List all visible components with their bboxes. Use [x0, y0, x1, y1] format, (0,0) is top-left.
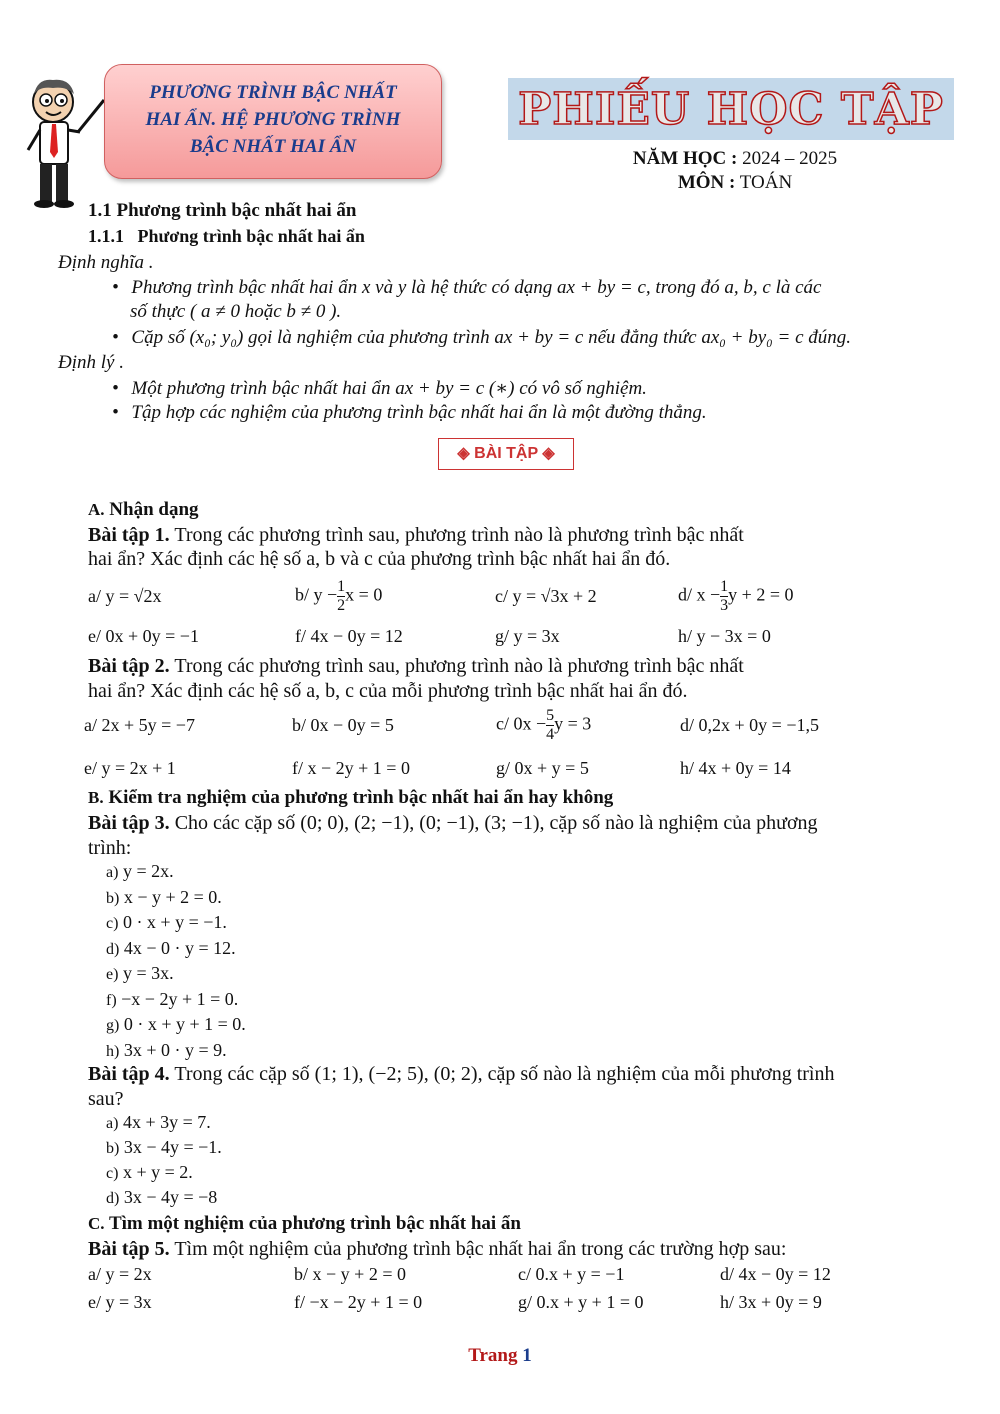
item-label: f/	[292, 758, 303, 778]
theorem-label: Định lý .	[58, 352, 124, 373]
expression: x − y + 2 = 0.	[123, 886, 222, 907]
expression: x − 2y + 1 = 0	[307, 758, 410, 778]
expression: 0,2x + 0y = −1,5	[698, 715, 819, 735]
expression: y − 3x = 0	[696, 626, 771, 646]
exercise-1: Bài tập 1. Trong các phương trình sau, phương trình nào là phương trình bậc nhất	[88, 524, 744, 546]
topic-line: BẬC NHẤT HAI ẨN	[189, 136, 357, 157]
subject: MÔN : TOÁN	[677, 172, 793, 193]
item-label: f/	[294, 1292, 305, 1312]
expression: 4x + 0y = 14	[698, 758, 791, 778]
theorem-bullet: • Tập hợp các nghiệm của phương trình bậc nhất hai ẩn là một đường thẳng.	[112, 402, 707, 423]
item-label: c)	[106, 915, 119, 932]
expression: 3x + 0 · y = 9.	[123, 1039, 227, 1060]
list-item	[106, 963, 174, 984]
item-label: g/	[495, 626, 510, 646]
fraction	[720, 578, 728, 615]
list-item	[106, 938, 236, 959]
equation-item	[84, 758, 176, 779]
topic-line: PHƯƠNG TRÌNH BẬC NHẤT	[149, 82, 397, 103]
equation-item	[495, 586, 597, 607]
item-label: g/	[496, 758, 511, 778]
list-item	[106, 1137, 222, 1158]
fraction	[337, 578, 345, 615]
part-a-title: A. Nhận dạng	[88, 499, 199, 520]
equation-item	[678, 626, 771, 647]
fraction-denominator: 3	[720, 597, 729, 614]
exercise-4-cont: sau?	[88, 1088, 124, 1110]
expression: y = 3x	[105, 1292, 152, 1312]
item-label: g)	[106, 1017, 120, 1034]
item-label: d)	[106, 940, 120, 958]
item-label: c/	[496, 713, 509, 734]
equation-item	[680, 715, 819, 736]
item-label: d/	[680, 715, 695, 735]
equation-item	[88, 626, 199, 647]
equation-item	[88, 1292, 152, 1313]
expression: 4x + 3y = 7.	[122, 1112, 211, 1132]
item-label: h/	[680, 758, 695, 778]
section-title: 1.1 Phương trình bậc nhất hai ẩn	[88, 200, 357, 221]
expression: y = 2x	[105, 1264, 152, 1284]
list-item	[106, 1187, 217, 1208]
topic-line: HAI ẨN. HỆ PHƯƠNG TRÌNH	[145, 109, 401, 130]
equation-item	[496, 707, 591, 744]
worksheet-banner: PHIẾU HỌC TẬP	[508, 78, 954, 140]
equation-item	[518, 1264, 624, 1285]
expr-part: y = 3	[554, 713, 592, 734]
expression: y = 2x.	[122, 861, 174, 881]
item-label: c/	[518, 1264, 531, 1284]
expression: y = 3x	[513, 626, 560, 646]
item-label: b/	[295, 584, 310, 605]
equation-item	[295, 626, 403, 647]
exercise-2: Bài tập 2. Trong các phương trình sau, phương trình nào là phương trình bậc nhất	[88, 655, 744, 677]
equation-item	[292, 758, 410, 779]
item-label: e/	[84, 758, 97, 778]
item-label: h)	[106, 1042, 120, 1060]
equation-item	[295, 578, 382, 615]
fraction-numerator: 1	[337, 578, 346, 595]
item-label: c/	[495, 586, 508, 606]
item-label: d/	[678, 584, 693, 605]
item-label: a)	[106, 864, 119, 881]
expression: 4x − 0 · y = 12.	[123, 937, 236, 958]
expression: −x − 2y + 1 = 0.	[121, 988, 239, 1009]
equation-item	[88, 586, 162, 607]
page-number: Trang 1	[468, 1345, 532, 1366]
list-item	[106, 912, 227, 933]
equation-item	[720, 1264, 831, 1285]
definition-bullet-cont: số thực ( a ≠ 0 hoặc b ≠ 0 ).	[130, 301, 342, 322]
item-label: b)	[106, 1140, 120, 1157]
equation-item	[680, 758, 791, 779]
item-label: d/	[720, 1264, 735, 1284]
equation-item	[88, 1264, 152, 1285]
fraction-denominator: 2	[337, 597, 346, 614]
fraction	[546, 707, 554, 744]
equation-item	[678, 578, 793, 615]
list-item	[106, 1162, 193, 1183]
expression: 0x + 0y = −1	[105, 626, 199, 646]
school-year: NĂM HỌC : 2024 – 2025	[632, 148, 838, 169]
list-item	[106, 887, 222, 908]
exercise-3: Bài tập 3. Cho các cặp số (0; 0), (2; −1), (0; −1), (3; −1), cặp số nào là nghiệm của phương	[88, 812, 818, 834]
item-label: a)	[106, 1115, 119, 1132]
expression: 3x − 4y = −1.	[123, 1137, 222, 1157]
expr-part: x = 0	[345, 584, 383, 605]
expr-part: y + 2 = 0	[728, 584, 794, 605]
list-item	[106, 1040, 227, 1061]
item-label: h/	[720, 1292, 735, 1312]
item-label: d)	[106, 1190, 120, 1207]
fraction-denominator: 4	[546, 726, 555, 743]
definition-label: Định nghĩa .	[58, 252, 154, 273]
diamond-icon: ◈	[457, 445, 470, 462]
item-label: a/	[88, 586, 101, 606]
expression: 0.x + y + 1 = 0	[536, 1292, 644, 1312]
theorem-bullet: • Một phương trình bậc nhất hai ẩn ax + by = c (∗) có vô số nghiệm.	[112, 378, 647, 399]
item-label: b)	[106, 889, 120, 907]
definition-bullet: • Cặp số (x₀; y₀) gọi là nghiệm của phương trình ax + by = c nếu đẳng thức ax₀ + by₀ = c đúng.	[112, 327, 852, 348]
expression: 0 · x + y + 1 = 0.	[123, 1014, 246, 1034]
item-label: b/	[294, 1264, 309, 1284]
equation-item	[720, 1292, 822, 1313]
expr-part: 0x −	[513, 713, 547, 734]
expr-part: y −	[313, 584, 338, 605]
fraction-numerator: 5	[546, 707, 555, 724]
expression: 4x − 0y = 12	[738, 1264, 831, 1284]
part-c-title: C. Tìm một nghiệm của phương trình bậc nhất hai ẩn	[88, 1213, 521, 1234]
expr-part: x −	[696, 584, 721, 605]
equation-item	[292, 715, 394, 736]
expression: 2x + 5y = −7	[101, 715, 195, 735]
expression: x + y = 2.	[122, 1162, 193, 1182]
diamond-icon: ◈	[542, 445, 555, 462]
expression: 3x + 0y = 9	[738, 1292, 822, 1312]
fraction-numerator: 1	[720, 578, 729, 595]
expression: 0x − 0y = 5	[310, 715, 394, 735]
expression: 0 · x + y = −1.	[122, 912, 227, 932]
subsection-title: 1.1.1 Phương trình bậc nhất hai ẩn	[88, 226, 365, 246]
item-label: g/	[518, 1292, 533, 1312]
equation-item	[495, 626, 560, 647]
item-label: e/	[88, 1292, 101, 1312]
equation-item	[496, 758, 589, 779]
item-label: f/	[295, 626, 306, 646]
exercise-4: Bài tập 4. Trong các cặp số (1; 1), (−2; 5), (0; 2), cặp số nào là nghiệm của mỗi phương trình	[88, 1063, 835, 1085]
topic-box	[104, 64, 442, 179]
expression: −x − 2y + 1 = 0	[309, 1292, 423, 1312]
exercises-heading: ◈ BÀI TẬP ◈	[438, 438, 574, 470]
expression: 4x − 0y = 12	[310, 626, 403, 646]
item-label: h/	[678, 626, 693, 646]
equation-item	[84, 715, 195, 736]
equation-item	[294, 1264, 406, 1285]
exercise-3-cont: trình:	[88, 837, 132, 859]
item-label: e)	[106, 966, 119, 983]
list-item	[106, 1014, 246, 1035]
equation-item	[294, 1292, 422, 1313]
part-b-title: B. Kiểm tra nghiệm của phương trình bậc nhất hai ẩn hay không	[88, 787, 614, 808]
expression: y = 2x + 1	[101, 758, 176, 778]
item-label: a/	[88, 1264, 101, 1284]
expression: y = 3x.	[122, 963, 174, 983]
teacher-cartoon-icon	[18, 72, 110, 212]
item-label: c)	[106, 1165, 119, 1182]
expression: y = √3x + 2	[512, 586, 597, 606]
item-label: f)	[106, 991, 117, 1009]
list-item	[106, 989, 238, 1010]
expression: 3x − 4y = −8	[123, 1187, 218, 1207]
list-item	[106, 1112, 211, 1133]
equation-item	[518, 1292, 643, 1313]
definition-bullet: • Phương trình bậc nhất hai ẩn x và y là hệ thức có dạng ax + by = c, trong đó a, b, c là các	[112, 277, 822, 298]
exercise-2-cont: hai ẩn? Xác định các hệ số a, b, c của mỗi phương trình bậc nhất hai ẩn đó.	[88, 680, 688, 702]
item-label: b/	[292, 715, 307, 735]
expression: x − y + 2 = 0	[312, 1264, 406, 1284]
expression: y = √2x	[105, 586, 162, 606]
expression: 0.x + y = −1	[535, 1264, 625, 1284]
exercise-1-cont: hai ẩn? Xác định các hệ số a, b và c của phương trình bậc nhất hai ẩn đó.	[88, 548, 671, 570]
item-label: e/	[88, 626, 101, 646]
exercise-5: Bài tập 5. Tìm một nghiệm của phương trình bậc nhất hai ẩn trong các trường hợp sau:	[88, 1238, 787, 1260]
item-label: a/	[84, 715, 97, 735]
list-item	[106, 861, 174, 882]
expression: 0x + y = 5	[514, 758, 589, 778]
